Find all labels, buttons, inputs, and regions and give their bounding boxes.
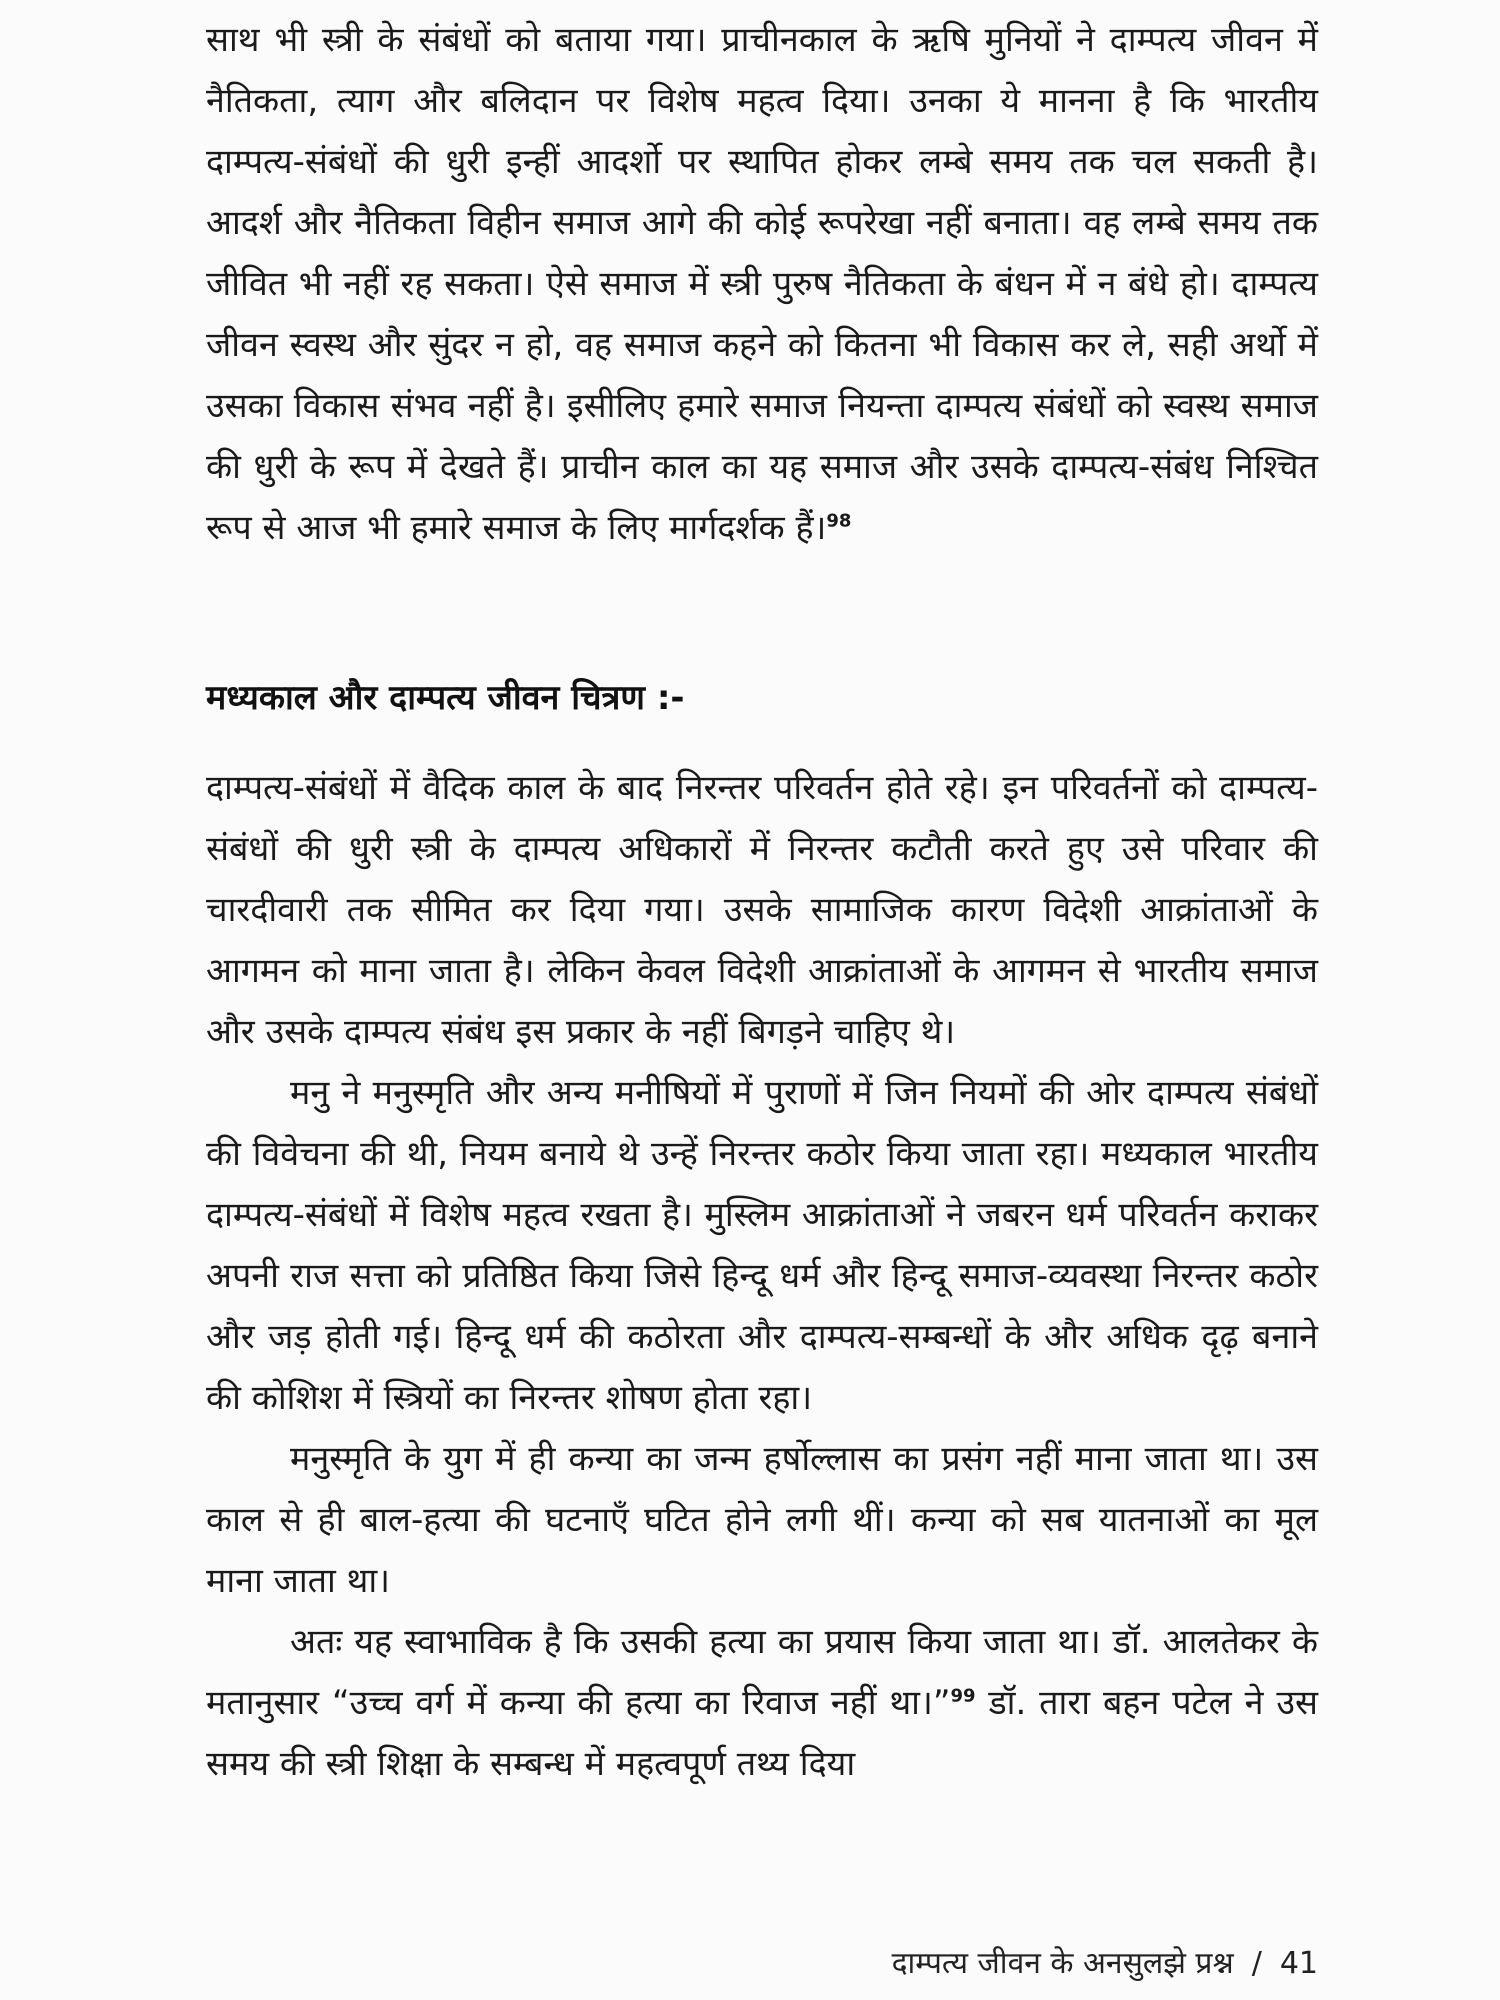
paragraph-intro: [206, 10, 1318, 559]
paragraph-4-text-a: अतः यह स्वाभाविक है कि उसकी हत्या का प्रयास किया जाता था। डॉ. आलतेकर के मतानुसार “उच्च वर्ग में कन्या की हत्या का रिवाज नहीं था।”: [206, 1622, 1318, 1723]
paragraph-3: मनुस्मृति के युग में ही कन्या का जन्म हर्षोल्लास का प्रसंग नहीं माना जाता था। उस काल से ही बाल-हत्या की घटनाएँ घटित होने लगी थीं। कन्या को सब यातनाओं का मूल माना जाता था।: [206, 1439, 1318, 1601]
footnote-marker: 98: [826, 510, 852, 532]
paragraph-4: [206, 1612, 1318, 1795]
section-heading: मध्यकाल और दाम्पत्य जीवन चित्रण :-: [206, 678, 685, 718]
section-body: [206, 758, 1318, 1795]
paragraph-1: दाम्पत्य-संबंधों में वैदिक काल के बाद निरन्तर परिवर्तन होते रहे। इन परिवर्तनों को दाम्पत्य-संबंधों की धुरी स्त्री के दाम्पत्य अधिकारों में निरन्तर कटौती करते हुए उसे परिवार की चारदीवारी तक सीमित कर दिया गया। उसके सामाजिक कारण विदेशी आक्रांताओं के आगमन को माना जाता है। लेकिन केवल विदेशी आक्रांताओं के आगमन से भारतीय समाज और उसके दाम्पत्य संबंध इस प्रकार के नहीं बिगड़ने चाहिए थे।: [206, 768, 1318, 1052]
page-number: 41: [1279, 1946, 1318, 1981]
footnote-marker: 99: [950, 1685, 976, 1707]
paragraph-text: [206, 10, 1318, 559]
running-title: दाम्पत्य जीवन के अनसुलझे प्रश्न: [891, 1946, 1234, 1981]
paragraph-2: मनु ने मनुस्मृति और अन्य मनीषियों में पुराणों में जिन नियमों की ओर दाम्पत्य संबंधों की विवेचना की थी, नियम बनाये थे उन्हें निरन्तर कठोर किया जाता रहा। मध्यकाल भारतीय दाम्पत्य-संबंधों में विशेष महत्व रखता है। मुस्लिम आक्रांताओं ने जबरन धर्म परिवर्तन कराकर अपनी राज सत्ता को प्रतिष्ठित किया जिसे हिन्दू धर्म और हिन्दू समाज-व्यवस्था निरन्तर कठोर और जड़ होती गई। हिन्दू धर्म की कठोरता और दाम्पत्य-सम्बन्धों के और अधिक दृढ़ बनाने की कोशिश में स्त्रियों का निरन्तर शोषण होता रहा।: [206, 1073, 1318, 1418]
page-footer: [892, 1941, 1318, 1982]
paragraph-4-text-b: डॉ. तारा बहन पटेल ने उस समय की स्त्री शिक्षा के सम्बन्ध में महत्वपूर्ण तथ्य दिया: [206, 1683, 1318, 1784]
footer-separator: /: [1251, 1946, 1262, 1981]
paragraph-intro-text: साथ भी स्त्री के संबंधों को बताया गया। प्राचीनकाल के ऋषि मुनियों ने दाम्पत्य जीवन में नैतिकता, त्याग और बलिदान पर विशेष महत्व दिया। उनका ये मानना है कि भारतीय दाम्पत्य-संबंधों की धुरी इन्हीं आदर्शो पर स्थापित होकर लम्बे समय तक चल सकती है। आदर्श और नैतिकता विहीन समाज आगे की कोई रूपरेखा नहीं बनाता। वह लम्बे समय तक जीवित भी नहीं रह सकता। ऐसे समाज में स्त्री पुरुष नैतिकता के बंधन में न बंधे हो। दाम्पत्य जीवन स्वस्थ और सुंदर न हो, वह समाज कहने को कितना भी विकास कर ले, सही अर्थो में उसका विकास संभव नहीं है। इसीलिए हमारे समाज नियन्ता दाम्पत्य संबंधों को स्वस्थ समाज की धुरी के रूप में देखते हैं। प्राचीन काल का यह समाज और उसके दाम्पत्य-संबंध निश्चित रूप से आज भी हमारे समाज के लिए मार्गदर्शक हैं।: [206, 20, 1318, 548]
